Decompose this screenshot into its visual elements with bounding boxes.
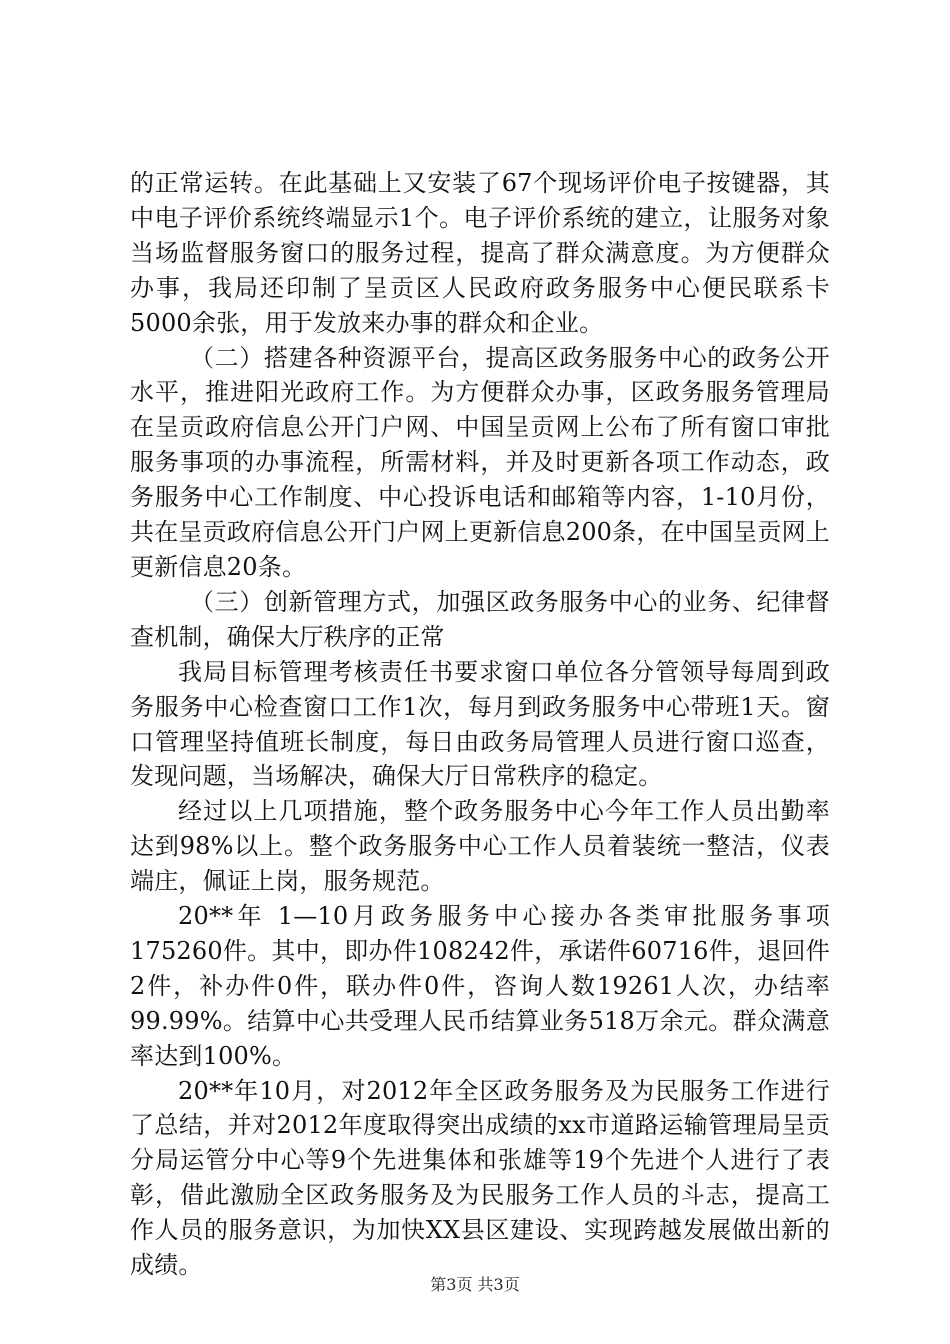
paragraph-4: 我局目标管理考核责任书要求窗口单位各分管领导每周到政务服务中心检查窗口工作1次，每月到政务服务中心带班1天。窗口管理坚持值班长制度，每日由政务局管理人员进行窗口巡查，发现问题，当场解决，确保大厅日常秩序的稳定。	[130, 657, 830, 791]
paragraph-6: 20**年 1—10月政务服务中心接办各类审批服务事项175260件。其中，即办件108242件，承诺件60716件，退回件2件，补办件0件，联办件0件，咨询人数19261人次，办结率99.99%。结算中心共受理人民币结算业务518万余元。群众满意率达到100%。	[130, 902, 830, 1070]
paragraph-1: 的正常运转。在此基础上又安装了67个现场评价电子按键器，其中电子评价系统终端显示1个。电子评价系统的建立，让服务对象当场监督服务窗口的服务过程，提高了群众满意度。为方便群众办事，我局还印制了呈贡区人民政府政务服务中心便民联系卡5000余张，用于发放来办事的群众和企业。	[130, 169, 830, 337]
paragraph-5: 经过以上几项措施，整个政务服务中心今年工作人员出勤率达到98%以上。整个政务服务中心工作人员着装统一整洁，仪表端庄，佩证上岗，服务规范。	[130, 797, 830, 896]
page-number-footer: 第3页 共3页	[430, 1275, 520, 1294]
paragraph-3: （三）创新管理方式，加强区政务服务中心的业务、纪律督查机制，确保大厅秩序的正常	[130, 587, 830, 651]
paragraph-7: 20**年10月，对2012年全区政务服务及为民服务工作进行了总结，并对2012年度取得突出成绩的xx市道路运输管理局呈贡分局运管分中心等9个先进集体和张雄等19个先进个人进行了表彰，借此激励全区政务服务及为民服务工作人员的斗志，提高工作人员的服务意识，为加快XX县区建设、实现跨越发展做出新的成绩。	[130, 1076, 830, 1280]
document-body	[130, 166, 830, 1283]
paragraph-2: （二）搭建各种资源平台，提高区政务服务中心的政务公开水平，推进阳光政府工作。为方便群众办事，区政务服务管理局在呈贡政府信息公开门户网、中国呈贡网上公布了所有窗口审批服务事项的办事流程，所需材料，并及时更新各项工作动态，政务服务中心工作制度、中心投诉电话和邮箱等内容，1-10月份，共在呈贡政府信息公开门户网上更新信息200条，在中国呈贡网上更新信息20条。	[130, 343, 830, 581]
